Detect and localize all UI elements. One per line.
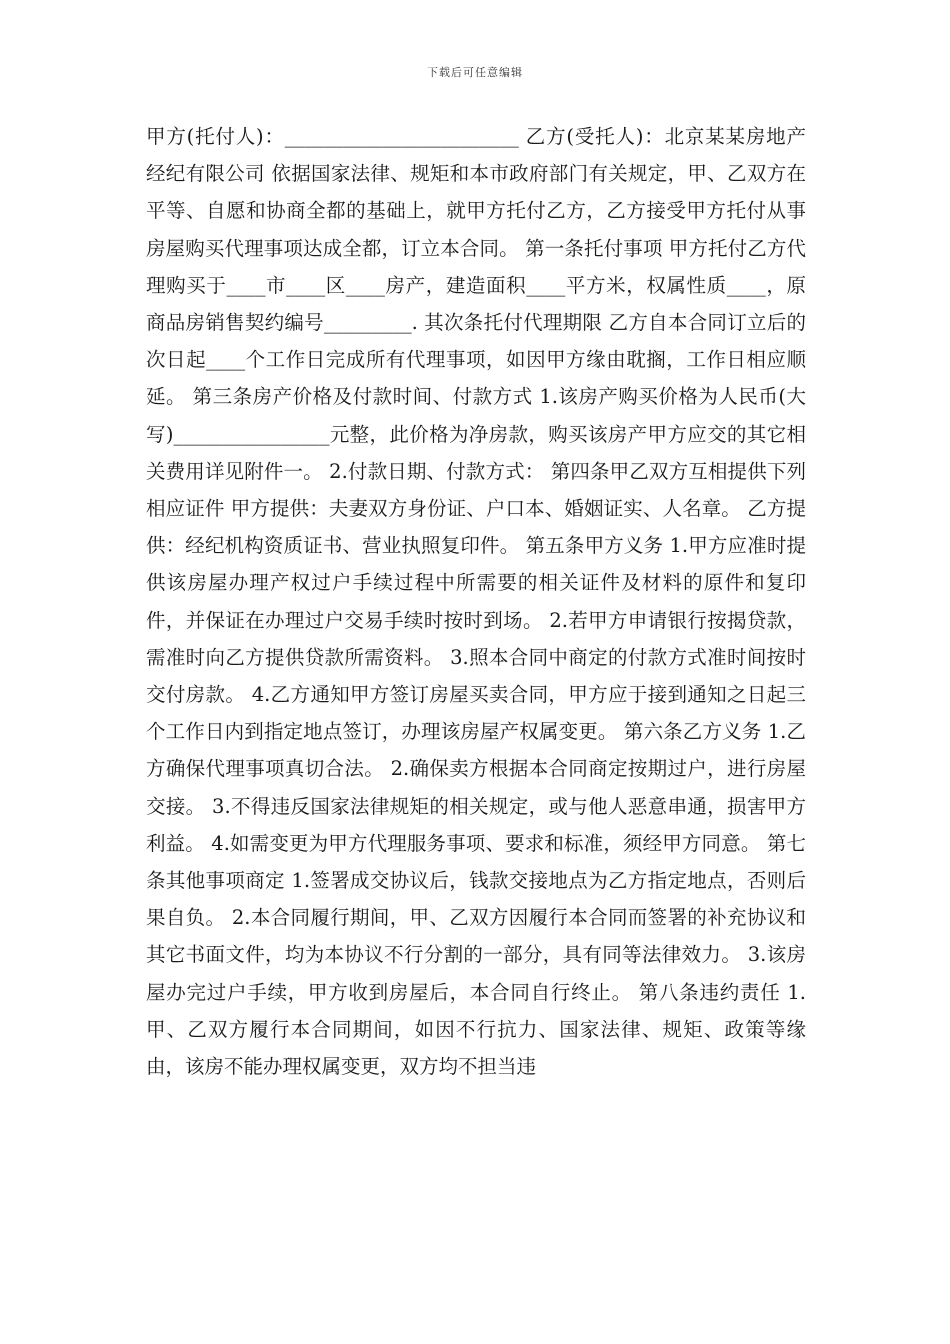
page-header-note: 下载后可任意编辑 <box>427 66 523 79</box>
contract-body-text: 甲方(托付人)：________________________ 乙方(受托人)：北京某某房地产经纪有限公司 依据国家法律、规矩和本市政府部门有关规定，甲、乙双方在平等、自愿和协商全都的基础上，就甲方托付乙方，乙方接受甲方托付从事房屋购买代理事项达成全都，订立本合同。 第一条托付事项 甲方托付乙方代理购买于____市____区____房产，建造面积____平方米，权属性质____，原商品房销售契约编号_________. 其次条托付代理期限 乙方自本合同订立后的次日起____个工作日完成所有代理事项，如因甲方缘由耽搁，工作日相应顺延。 第三条房产价格及付款时间、付款方式 1.该房产购买价格为人民币(大写)________________元整，此价格为净房款，购买该房产甲方应交的其它相关费用详见附件一。 2.付款日期、付款方式： 第四条甲乙双方互相提供下列相应证件 甲方提供：夫妻双方身份证、户口本、婚姻证实、人名章。 乙方提供：经纪机构资质证书、营业执照复印件。 第五条甲方义务 1.甲方应准时提供该房屋办理产权过户手续过程中所需要的相关证件及材料的原件和复印件，并保证在办理过户交易手续时按时到场。 2.若甲方申请银行按揭贷款，需准时向乙方提供贷款所需资料。 3.照本合同中商定的付款方式准时间按时交付房款。 4.乙方通知甲方签订房屋买卖合同，甲方应于接到通知之日起三个工作日内到指定地点签订，办理该房屋产权属变更。 第六条乙方义务 1.乙方确保代理事项真切合法。 2.确保卖方根据本合同商定按期过户，进行房屋交接。 3.不得违反国家法律规矩的相关规定，或与他人恶意串通，损害甲方利益。 4.如需变更为甲方代理服务事项、要求和标准，须经甲方同意。 第七条其他事项商定 1.签署成交协议后，钱款交接地点为乙方指定地点，否则后果自负。 2.本合同履行期间，甲、乙双方因履行本合同而签署的补充协议和其它书面文件，均为本协议不行分割的一部分，具有同等法律效力。 3.该房屋办完过户手续，甲方收到房屋后，本合同自行终止。 第八条违约责任 1.甲、乙双方履行本合同期间，如因不行抗力、国家法律、规矩、政策等缘由，该房不能办理权属变更，双方均不担当违 <box>146 125 806 1079</box>
